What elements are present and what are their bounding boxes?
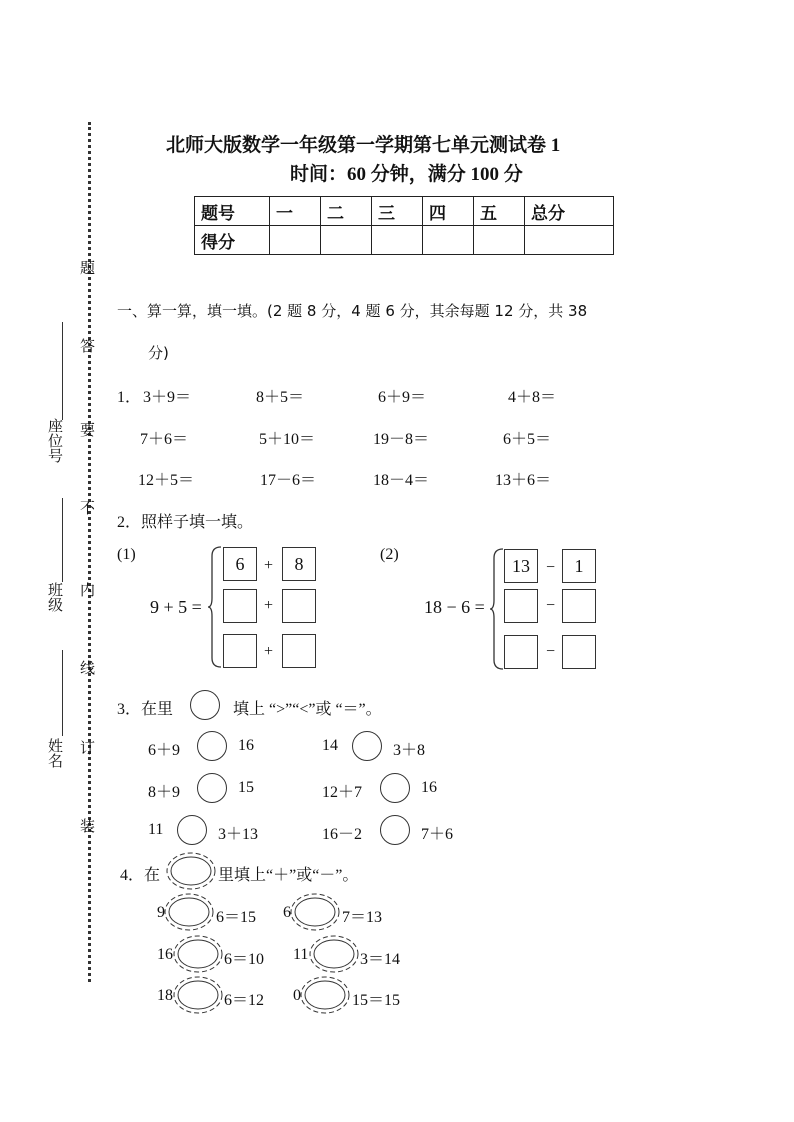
sign-right: 15＝15 [352, 992, 401, 1009]
q1-expr: 19－8＝ [373, 431, 430, 448]
compare-circle[interactable] [197, 731, 227, 761]
sign-left: 9 [157, 904, 165, 921]
answer-box[interactable] [282, 589, 316, 623]
operator-sign: + [264, 643, 274, 660]
q3-label-cont: 填上 “>”“<”或 “＝”。 [233, 701, 382, 718]
left-brace-icon [490, 548, 504, 670]
seat-underline[interactable] [62, 322, 63, 420]
answer-box[interactable] [562, 589, 596, 623]
sign-flower-blank[interactable] [173, 976, 223, 1014]
operator-sign: − [546, 559, 556, 576]
name-label: 姓名 [48, 739, 64, 770]
score-table [194, 196, 614, 255]
q1-expr: 5＋10＝ [259, 431, 316, 448]
q2-part2-expr: 18 − 6 = [424, 597, 485, 617]
q2-label: 2．照样子填一填。 [117, 514, 254, 531]
compare-right: 15 [238, 779, 254, 796]
q1-expr: 17－6＝ [260, 472, 317, 489]
q1-expr: 12＋5＝ [138, 472, 195, 489]
answer-box[interactable] [504, 635, 538, 669]
sign-left: 18 [157, 987, 173, 1004]
class-label: 班级 [48, 583, 64, 614]
left-brace-icon [208, 546, 222, 668]
q2-part1-expr: 9 + 5 = [150, 597, 202, 617]
answer-box[interactable] [562, 635, 596, 669]
notice-char: 线 [80, 661, 96, 677]
notice-char: 不 [80, 501, 96, 517]
notice-char: 装 [80, 819, 96, 835]
page-title: 北师大版数学一年级第一学期第七单元测试卷 1 [166, 135, 561, 156]
compare-left: 8＋9 [148, 784, 181, 801]
notice-char: 题 [80, 261, 96, 277]
score-header-cell: 二 [321, 197, 372, 226]
section1-heading: 一、算一算，填一填。(2 题 8 分，4 题 6 分，其余每题 12 分，共 38 [117, 302, 588, 320]
compare-left: 6＋9 [148, 742, 181, 759]
q1-label: 1． [117, 389, 142, 406]
sign-flower-blank[interactable] [300, 976, 350, 1014]
compare-circle[interactable] [177, 815, 207, 845]
compare-circle[interactable] [197, 773, 227, 803]
notice-char: 订 [80, 741, 96, 757]
section1-heading-cont: 分) [148, 344, 169, 362]
page-subtitle: 时间：60 分钟，满分 100 分 [290, 164, 523, 185]
q1-expr: 4＋8＝ [508, 389, 557, 406]
score-header-cell: 总分 [525, 197, 614, 226]
score-input-cell[interactable] [270, 226, 321, 255]
binding-dotted-line [88, 122, 91, 982]
q1-expr: 18－4＝ [373, 472, 430, 489]
q1-expr: 7＋6＝ [140, 431, 189, 448]
score-header-cell: 四 [423, 197, 474, 226]
sample-box: 1 [562, 549, 596, 583]
compare-left: 16－2 [322, 826, 363, 843]
score-header-cell: 一 [270, 197, 321, 226]
q1-expr: 13＋6＝ [495, 472, 552, 489]
score-row-label: 得分 [195, 226, 270, 255]
compare-left: 12＋7 [322, 784, 363, 801]
sample-box: 13 [504, 549, 538, 583]
answer-box[interactable] [223, 589, 257, 623]
sign-right: 6＝15 [216, 909, 257, 926]
q2-part2-tag: (2) [380, 546, 399, 563]
compare-circle[interactable] [380, 815, 410, 845]
notice-char: 内 [80, 583, 96, 599]
sample-box: 8 [282, 547, 316, 581]
circle-icon [190, 690, 220, 720]
sign-left: 11 [293, 946, 309, 963]
operator-sign: + [264, 557, 274, 574]
score-header-cell: 三 [372, 197, 423, 226]
score-input-cell[interactable] [321, 226, 372, 255]
class-underline[interactable] [62, 498, 63, 582]
compare-circle[interactable] [380, 773, 410, 803]
operator-sign: + [264, 597, 274, 614]
seat-label: 座位号 [48, 419, 64, 465]
q1-expr: 6＋5＝ [503, 431, 552, 448]
operator-sign: − [546, 643, 556, 660]
q1-expr: 3＋9＝ [143, 389, 192, 406]
notice-char: 要 [80, 423, 96, 439]
compare-right: 7＋6 [421, 826, 454, 843]
score-header-cell: 题号 [195, 197, 270, 226]
compare-right: 3＋8 [393, 742, 426, 759]
q4-label-cont: 里填上“＋”或“－”。 [218, 867, 359, 884]
answer-box[interactable] [282, 634, 316, 668]
score-input-cell[interactable] [474, 226, 525, 255]
answer-box[interactable] [504, 589, 538, 623]
name-underline[interactable] [62, 650, 63, 736]
sign-flower-blank[interactable] [173, 935, 223, 973]
score-header-cell: 五 [474, 197, 525, 226]
compare-circle[interactable] [352, 731, 382, 761]
q4-label: 4．在 [120, 867, 161, 884]
sign-right: 7＝13 [342, 909, 383, 926]
compare-right: 3＋13 [218, 826, 259, 843]
compare-left: 14 [322, 737, 338, 754]
sign-right: 3＝14 [360, 951, 401, 968]
sign-right: 6＝12 [224, 992, 265, 1009]
sign-flower-blank[interactable] [164, 893, 214, 931]
q2-part1-tag: (1) [117, 546, 136, 563]
q1-expr: 6＋9＝ [378, 389, 427, 406]
compare-right: 16 [238, 737, 254, 754]
score-input-cell[interactable] [423, 226, 474, 255]
compare-right: 16 [421, 779, 437, 796]
sign-left: 0 [293, 987, 301, 1004]
notice-char: 答 [80, 339, 96, 355]
sign-flower-blank[interactable] [309, 935, 359, 973]
flower-icon [166, 852, 216, 890]
compare-left: 11 [148, 821, 164, 838]
answer-box[interactable] [223, 634, 257, 668]
sample-box: 6 [223, 547, 257, 581]
sign-flower-blank[interactable] [290, 893, 340, 931]
sign-left: 6 [283, 904, 291, 921]
score-input-cell[interactable] [525, 226, 614, 255]
q1-expr: 8＋5＝ [256, 389, 305, 406]
operator-sign: − [546, 597, 556, 614]
sign-left: 16 [157, 946, 173, 963]
score-input-cell[interactable] [372, 226, 423, 255]
sign-right: 6＝10 [224, 951, 265, 968]
q3-label: 3．在里 [117, 701, 174, 718]
